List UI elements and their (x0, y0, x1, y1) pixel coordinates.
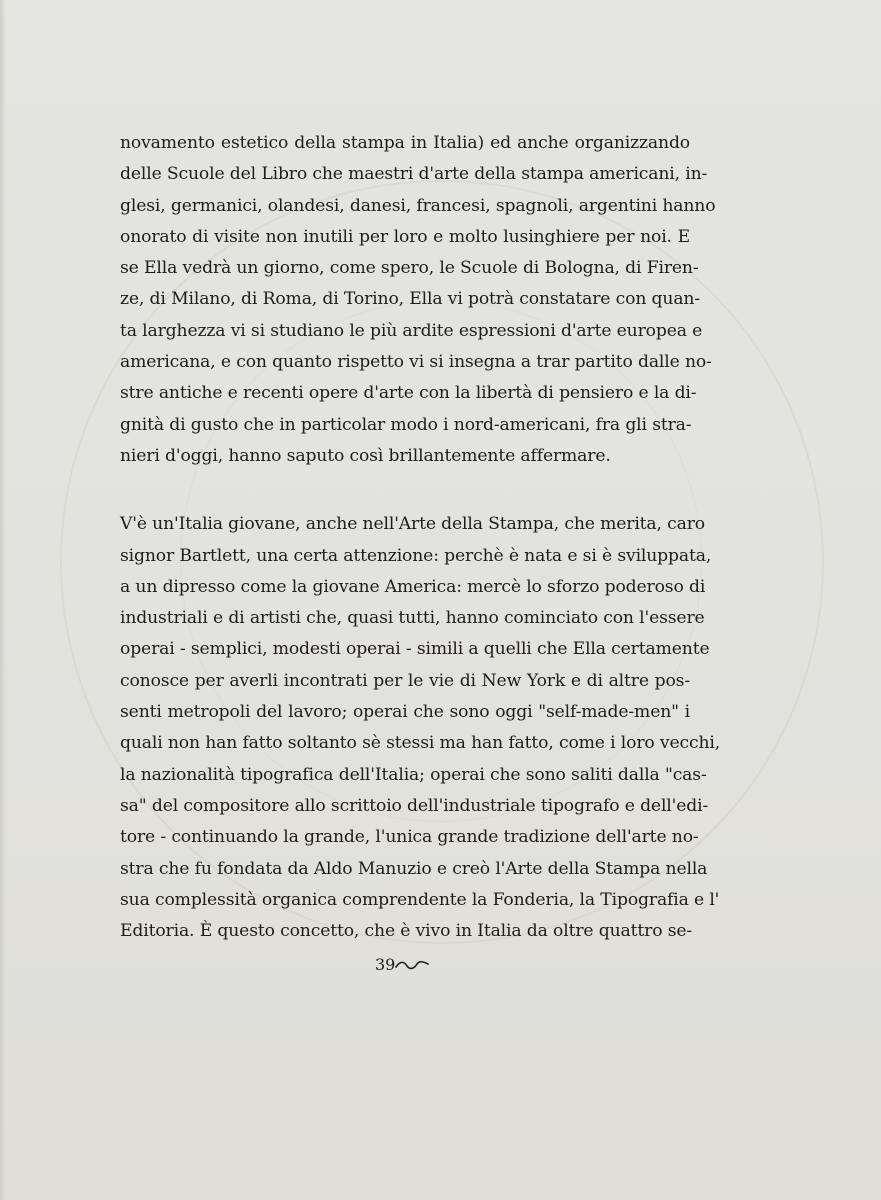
text-line: quali non han fatto soltanto sè stessi ma han fatto, come i loro vecchi, (120, 733, 721, 754)
text-line: tore - continuando la grande, l'unica grande tradizione dell'arte no- (120, 827, 699, 848)
text-line: gnità di gusto che in particolar modo i nord-americani, fra gli stra- (120, 414, 692, 435)
text-line: stra che fu fondata da Aldo Manuzio e creò l'Arte della Stampa nella (120, 858, 708, 879)
text-line: sa" del compositore allo scrittoio dell'industriale tipografo e dell'edi- (120, 795, 709, 816)
text-line: Editoria. È questo concetto, che è vivo in Italia da oltre quattro se- (120, 921, 693, 942)
paragraph-2 (120, 509, 721, 947)
text-line: a un dipresso come la giovane America: mercè lo sforzo poderoso di (120, 576, 706, 597)
text-line: conosce per averli incontrati per le vie di New York e di altre pos- (120, 670, 690, 691)
page-folio (375, 950, 455, 980)
text-line: americana, e con quanto rispetto vi si insegna a trar partito dalle no- (120, 352, 712, 373)
text-line: V'è un'Italia giovane, anche nell'Arte della Stampa, che merita, caro (120, 514, 705, 535)
swash-ornament-icon (395, 958, 429, 972)
text-line: operai - semplici, modesti operai - simili a quelli che Ella certamente (120, 639, 710, 660)
page-number: 39 (375, 955, 396, 974)
text-line: glesi, germanici, olandesi, danesi, francesi, spagnoli, argentini hanno (120, 195, 716, 216)
text-line: delle Scuole del Libro che maestri d'arte della stampa americani, in- (120, 164, 708, 185)
text-line: ta larghezza vi si studiano le più ardite espressioni d'arte europea e (120, 320, 703, 341)
paragraph-1 (120, 128, 716, 472)
text-line: sua complessità organica comprendente la Fonderia, la Tipografia e l' (120, 889, 720, 910)
text-line: signor Bartlett, una certa attenzione: perchè è nata e si è sviluppata, (120, 545, 712, 566)
text-line: senti metropoli del lavoro; operai che sono oggi "self-made-men" i (120, 702, 690, 723)
text-line: onorato di visite non inutili per loro e molto lusinghiere per noi. E (120, 226, 690, 247)
page-edge-shadow (0, 0, 6, 1200)
text-line: se Ella vedrà un giorno, come spero, le Scuole di Bologna, di Firen- (120, 258, 699, 279)
text-line: industriali e di artisti che, quasi tutti, hanno cominciato con l'essere (120, 608, 705, 629)
text-line: stre antiche e recenti opere d'arte con la libertà di pensiero e la di- (120, 383, 697, 404)
text-line: ze, di Milano, di Roma, di Torino, Ella vi potrà constatare con quan- (120, 289, 700, 310)
text-line: nieri d'oggi, hanno saputo così brillantemente affermare. (120, 445, 611, 466)
text-line: novamento estetico della stampa in Italia) ed anche organizzando (120, 133, 690, 153)
body-text (120, 128, 721, 947)
text-line: la nazionalità tipografica dell'Italia; operai che sono saliti dalla "cas- (120, 764, 707, 785)
